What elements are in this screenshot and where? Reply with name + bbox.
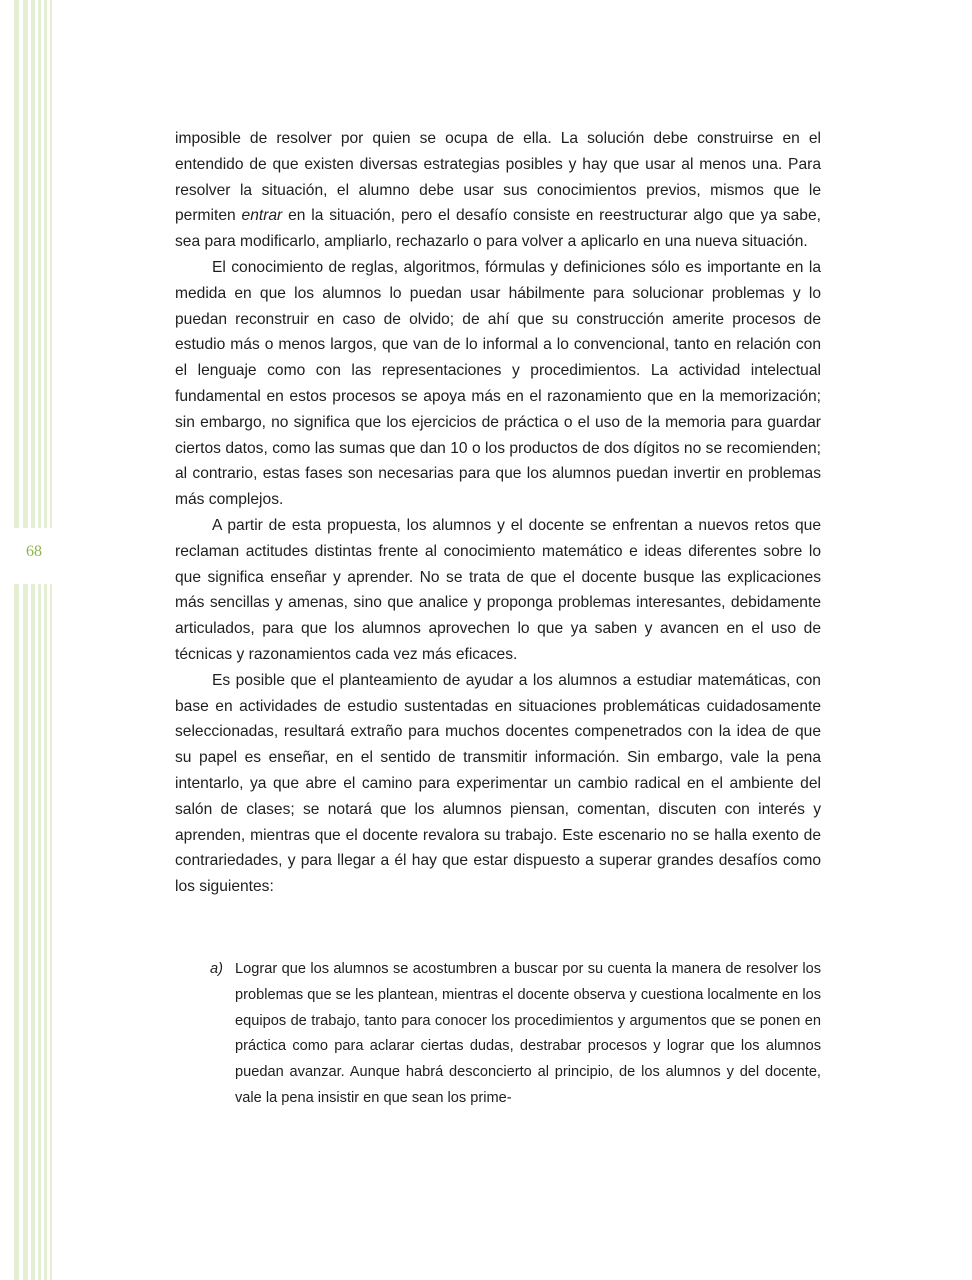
list-marker: a)	[210, 961, 223, 977]
margin-stripe	[50, 0, 52, 1280]
paragraph: Es posible que el planteamiento de ayudar a los alumnos a estudiar matemáticas, con base en actividades de estudio sustentadas en situaciones problemáticas cuidadosamente seleccionadas, resultará extraño para muchos docentes compenetrados con la idea de que su papel es enseñar, en el sentido de transmitir información. Sin embargo, vale la pena intentarlo, ya que abre el camino para experimentar un cambio radical en el ambiente del salón de clases; se notará que los alumnos piensan, comentan, discuten con interés y aprenden, mientras que el docente revalora su trabajo. Este escenario no se halla exento de contrariedades, y para llegar a él hay que estar dispuesto a superar grandes desafíos como los siguientes:	[175, 671, 821, 896]
paragraph: A partir de esta propuesta, los alumnos y el docente se enfrentan a nuevos retos que reclaman actitudes distintas frente al conocimiento matemático e ideas diferentes sobre lo que significa enseñar y aprender. No se trata de que el docente busque las explicaciones más sencillas y amenas, sino que analice y proponga problemas interesantes, debidamente articulados, para que los alumnos aprovechen lo que ya saben y avancen en el uso de técnicas y razonamientos cada vez más eficaces.	[175, 516, 821, 663]
paragraph	[175, 126, 821, 255]
page-number: 68	[26, 543, 42, 560]
body-text	[175, 126, 821, 900]
paragraph: El conocimiento de reglas, algoritmos, fórmulas y definiciones sólo es importante en la medida en que los alumnos lo puedan usar hábilmente para solucionar problemas y lo puedan reconstruir en caso de olvido; de ahí que su construcción amerite procesos de estudio más o menos largos, que van de lo informal a lo convencional, tanto en relación con el lenguaje como con las representaciones y procedimientos. La actividad intelectual fundamental en estos procesos se apoya más en el razonamiento que en la memorización; sin embargo, no significa que los ejercicios de práctica o el uso de la memoria para guardar ciertos datos, como las sumas que dan 10 o los productos de dos dígitos no se recomienden; al contrario, estas fases son necesarias para que los alumnos puedan invertir en problemas más complejos.	[175, 258, 821, 509]
margin-stripe	[44, 0, 47, 1280]
paragraph-text: imposible de resolver por quien se ocupa de ella. La solución debe construirse en el entendido de que existen diversas estrategias posibles y hay que usar al menos una. Para resolver la situación, el alumno debe usar sus conocimientos previos, mismos que le permiten	[175, 130, 821, 225]
margin-stripes	[0, 0, 60, 1280]
margin-stripe	[14, 0, 19, 1280]
list-item-text: Lograr que los alumnos se acostumbren a buscar por su cuenta la manera de resolver los problemas que se les plantean, mientras el docente observa y cuestiona localmente en los equipos de trabajo, tanto para conocer los procedimientos y argumentos que se ponen en práctica como para aclarar ciertas dudas, destrabar procesos y lograr que los alumnos puedan avanzar. Aunque habrá desconcierto al principio, de los alumnos y del docente, vale la pena insistir en que sean los prime-	[235, 961, 821, 1106]
challenges-list	[210, 957, 821, 1112]
margin-stripe	[31, 0, 35, 1280]
emphasis-text: entrar	[241, 207, 283, 225]
list-item	[210, 957, 821, 1112]
margin-stripe	[23, 0, 28, 1280]
margin-stripe	[38, 0, 41, 1280]
paragraph-text: en la situación, pero el desafío consiste en reestructurar algo que ya sabe, sea para modificarlo, ampliarlo, rechazarlo o para volver a aplicarlo en una nueva situación.	[175, 207, 821, 251]
